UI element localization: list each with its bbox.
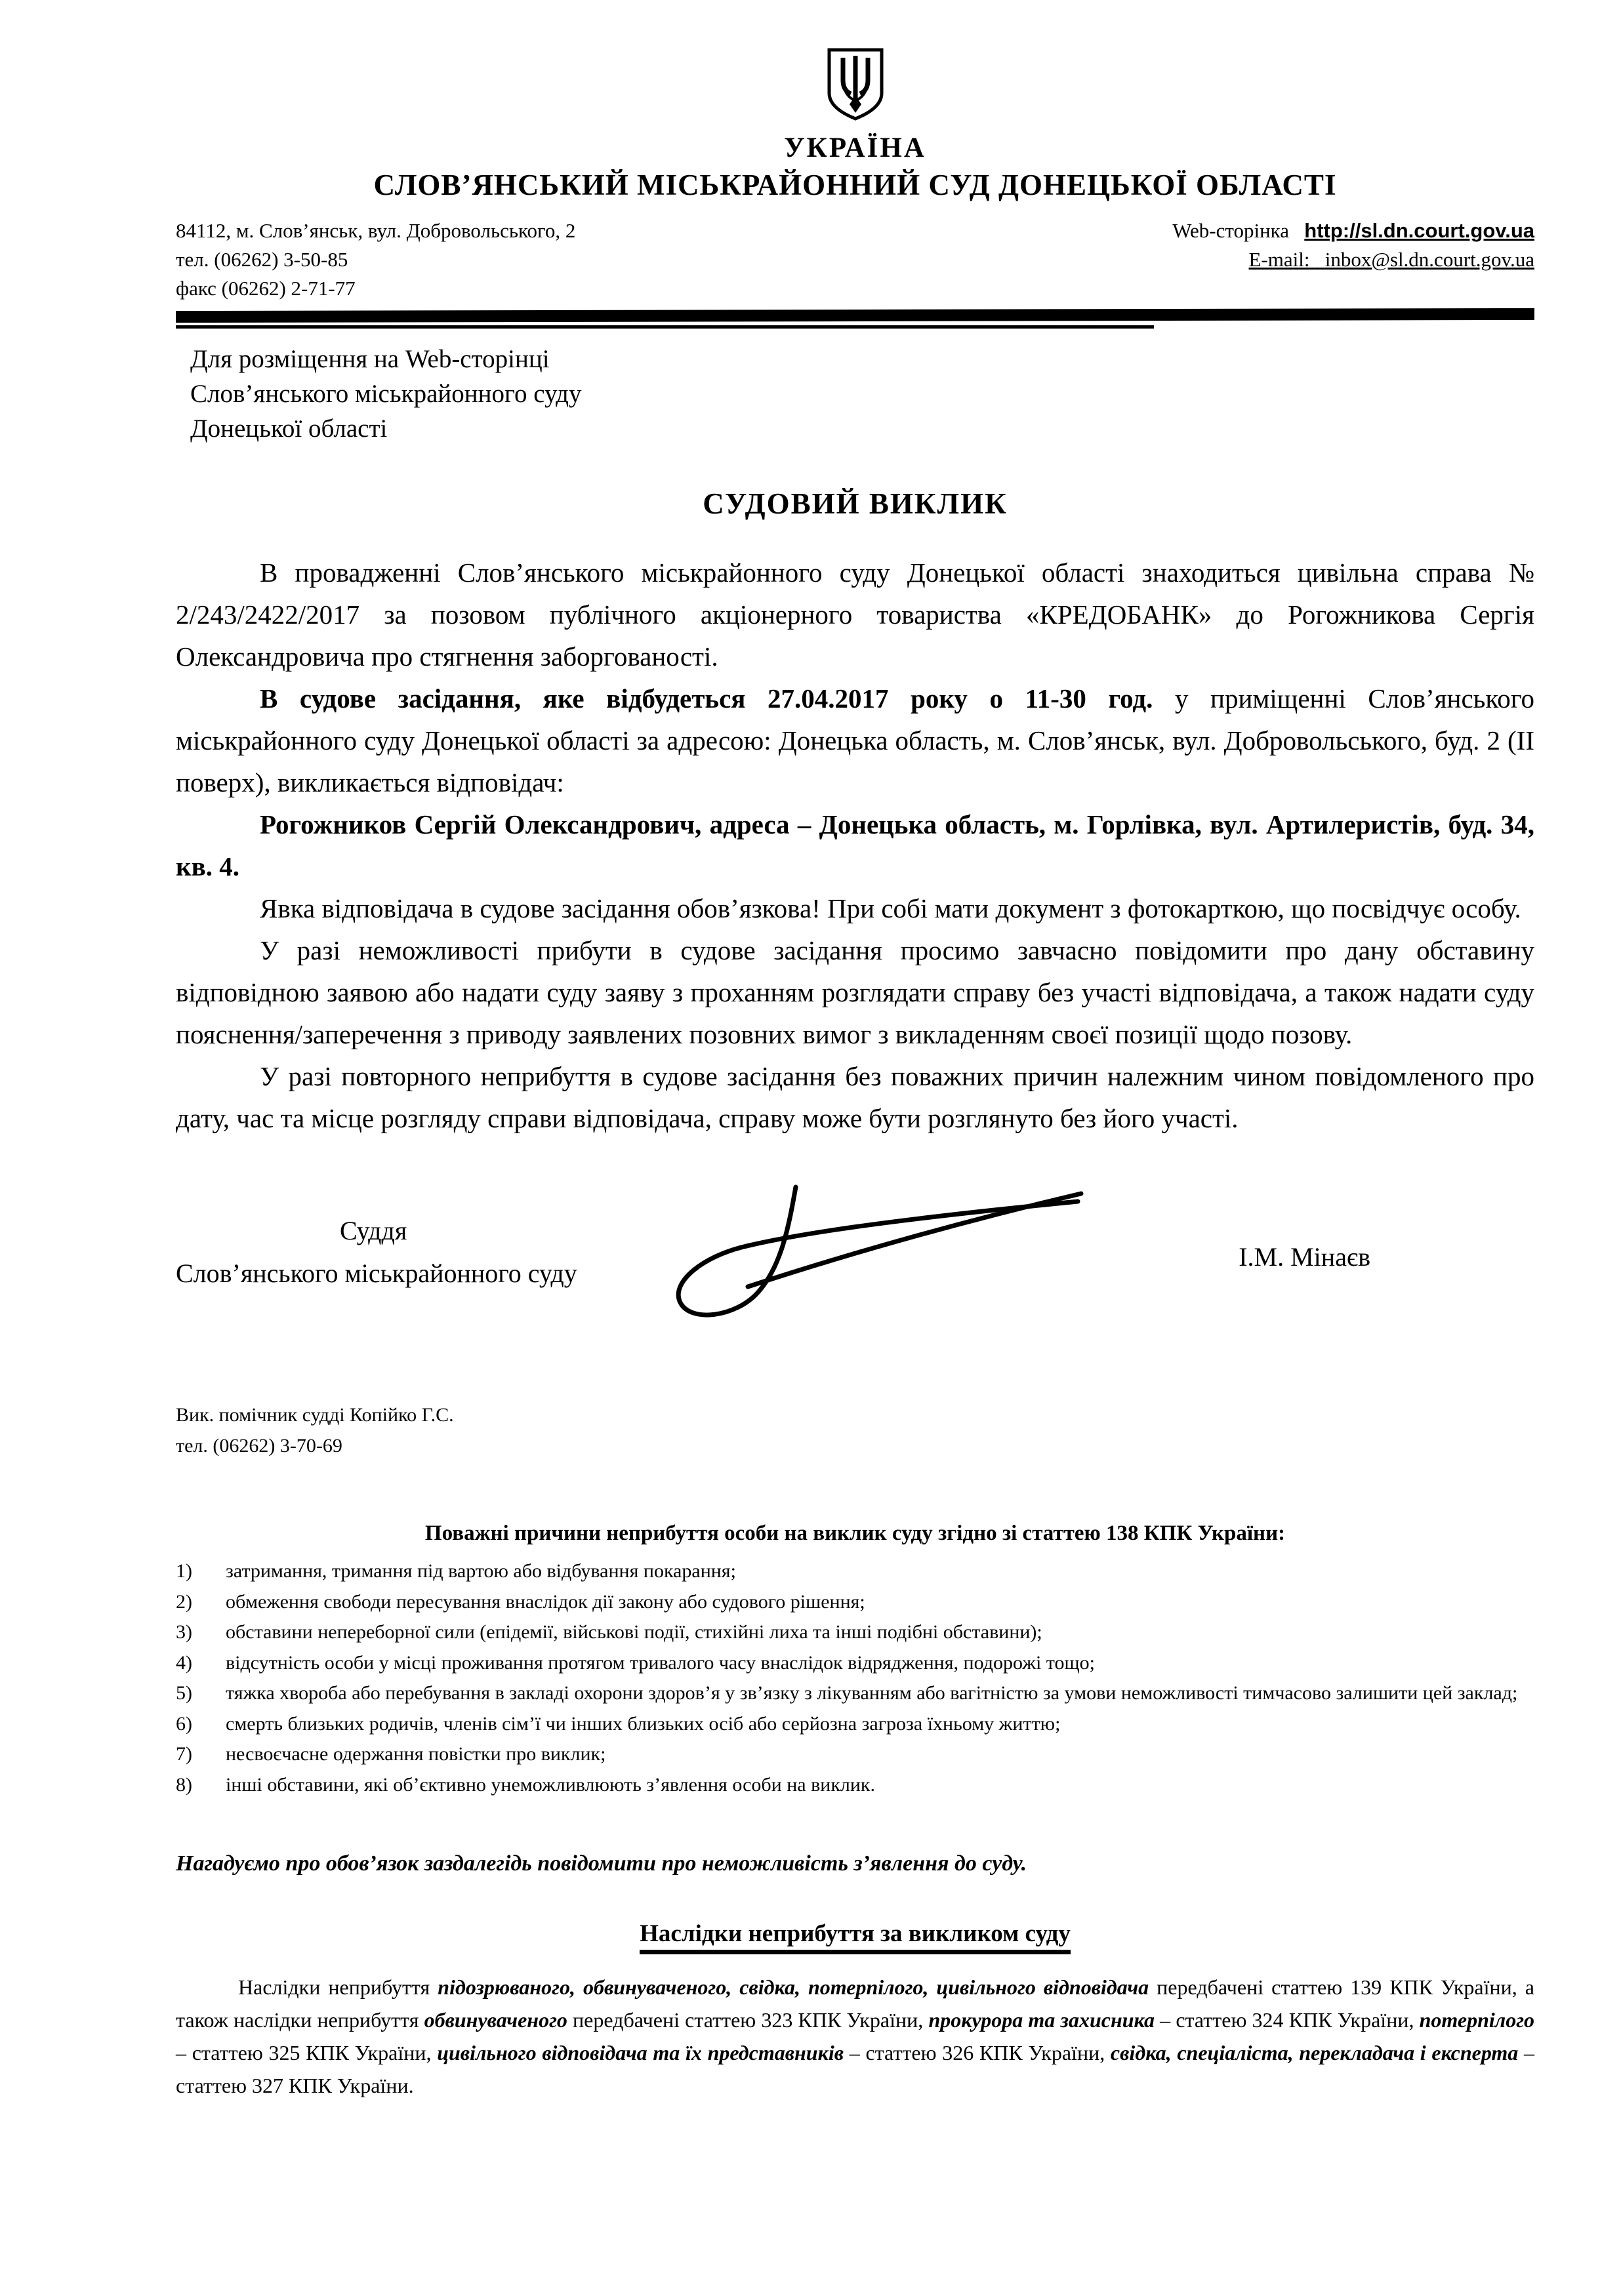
- reason-item: 7) несвоєчасне одержання повістки про виклик;: [176, 1743, 606, 1765]
- web-url: http://sl.dn.court.gov.ua: [1304, 219, 1534, 242]
- assistant-block: [176, 1400, 1534, 1461]
- paragraph-attendance-mandatory: Явка відповідача в судове засідання обов’язкова! При собі мати документ з фотокарткою, що посвідчує особу.: [260, 893, 1521, 923]
- contact-block: [176, 216, 1534, 303]
- valid-reasons-list: [176, 1556, 1534, 1800]
- consequences-paragraph: Наслідки неприбуття підозрюваного, обвинуваченого, свідка, потерпілого, цивільного відповідача передбачені статтею 139 КПК України, а також наслідки неприбуття обвинуваченого передбачені статтею 323 КПК України, прокурора та захисника – статтею 324 КПК України, потерпілого – статтею 325 КПК України, цивільного відповідача та їх представників – статтею 326 КПК України, свідка, спеціаліста, перекладача і експерта – статтею 327 КПК України.: [176, 1975, 1535, 2098]
- court-name: СЛОВ’ЯНСЬКИЙ МІСЬКРАЙОННИЙ СУД ДОНЕЦЬКОЇ ОБЛАСТІ: [373, 169, 1337, 201]
- paragraph-hearing-info: В судове засідання, яке відбудеться 27.04.2017 року о 11-30 год. у приміщенні Слов’янського міськрайонного суду Донецької області за адресою: Донецька область, м. Слов’янськ, вул. Добровольського, буд. 2 (ІІ поверх), викликається відповідач:: [176, 683, 1534, 797]
- judge-title-line2: Слов’янського міськрайонного суду: [176, 1259, 577, 1289]
- consequences-section: [176, 1920, 1534, 2103]
- reason-item: 1) затримання, тримання під вартою або відбування покарання;: [176, 1560, 736, 1582]
- email-label: E-mail:: [1248, 248, 1310, 272]
- assistant-name: Вик. помічник судді Копійко Г.С.: [176, 1404, 454, 1426]
- consequences-heading: Наслідки неприбуття за викликом суду: [640, 1920, 1071, 1954]
- valid-reasons-heading: Поважні причини неприбуття особи на виклик суду згідно зі статтею 138 КПК України:: [424, 1521, 1286, 1546]
- header-divider: [176, 310, 1534, 329]
- judge-signature-icon: [655, 1180, 1088, 1335]
- judge-name: І.М. Мінаєв: [1239, 1242, 1370, 1272]
- paragraph-repeated-absence: У разі повторного неприбуття в судове засідання без поважних причин належним чином повідомленого про дату, час та місце розгляду справи відповідача, справу може бути розглянуто без його участі.: [176, 1060, 1534, 1133]
- reason-item: 3) обставини непереборної сили (епідемії, військові події, стихійні лиха та інші подібні обставини);: [176, 1621, 1042, 1643]
- document-title: СУДОВИЙ ВИКЛИК: [703, 487, 1008, 521]
- document-body: [176, 552, 1534, 1139]
- signature-block: [176, 1210, 1534, 1374]
- reason-item: 4) відсутність особи у місці проживання протягом тривалого часу внаслідок відрядження, подорожі тощо;: [176, 1651, 1095, 1674]
- court-address-lines: 84112, м. Слов’янськ, вул. Добровольського, 2 тел. (06262) 3-50-85 факс (06262) 2-71-77: [176, 219, 576, 300]
- email-line: [1172, 245, 1534, 274]
- web-label: Web-сторінка: [1172, 219, 1290, 242]
- web-line: [1172, 216, 1534, 245]
- reason-item: 6) смерть близьких родичів, членів сім’ї чи інших близьких осіб або серйозна загроза їхньому життю;: [176, 1712, 1061, 1735]
- reason-item: 2) обмеження свободи пересування внаслідок дії закону або судового рішення;: [176, 1590, 865, 1613]
- paragraph-defendant-address: Рогожников Сергій Олександрович, адреса – Донецька область, м. Горлівка, вул. Артилеристів, буд. 34, кв. 4.: [176, 809, 1534, 881]
- ukraine-trident-emblem: [176, 47, 1534, 125]
- reason-item: 5) тяжка хвороба або перебування в закладі охорони здоров’я у зв’язку з лікуванням або вагітністю за умови неможливості тимчасово залишити цей заклад;: [176, 1682, 1518, 1704]
- trident-icon: [825, 47, 886, 122]
- court-web-contacts: [1172, 216, 1534, 274]
- reason-item: 8) інші обставини, які об’єктивно унеможливлюють з’явлення особи на виклик.: [176, 1773, 875, 1796]
- paragraph-case-info: В провадженні Слов’янського міськрайонного суду Донецької області знаходиться цивільна справа № 2/243/2422/2017 за позовом публічного акціонерного товариства «КРЕДОБАНК» до Рогожникова Сергія Олександровича про стягнення заборгованості.: [176, 557, 1534, 672]
- judge-title-line1: Суддя: [340, 1216, 407, 1246]
- country-name: УКРАЇНА: [784, 132, 926, 163]
- valid-reasons-section: [176, 1521, 1534, 1800]
- reminder-line: Нагадуємо про обов’язок заздалегідь повідомити про неможливість з’явлення до суду.: [176, 1851, 1027, 1876]
- assistant-phone: тел. (06262) 3-70-69: [176, 1434, 342, 1457]
- email-address: inbox@sl.dn.court.gov.ua: [1324, 248, 1534, 272]
- paragraph-inability-to-attend: У разі неможливості прибути в судове засідання просимо завчасно повідомити про дану обставину відповідною заявою або надати суду заяву з проханням розглядати справу без участі відповідача, а також надати суду пояснення/заперечення з приводу заявлених позовних вимог з викладенням своєї позиції щодо позову.: [176, 935, 1534, 1049]
- recipient-note: Для розміщення на Web-сторінці Слов’янського міськрайонного суду Донецької області: [190, 345, 582, 443]
